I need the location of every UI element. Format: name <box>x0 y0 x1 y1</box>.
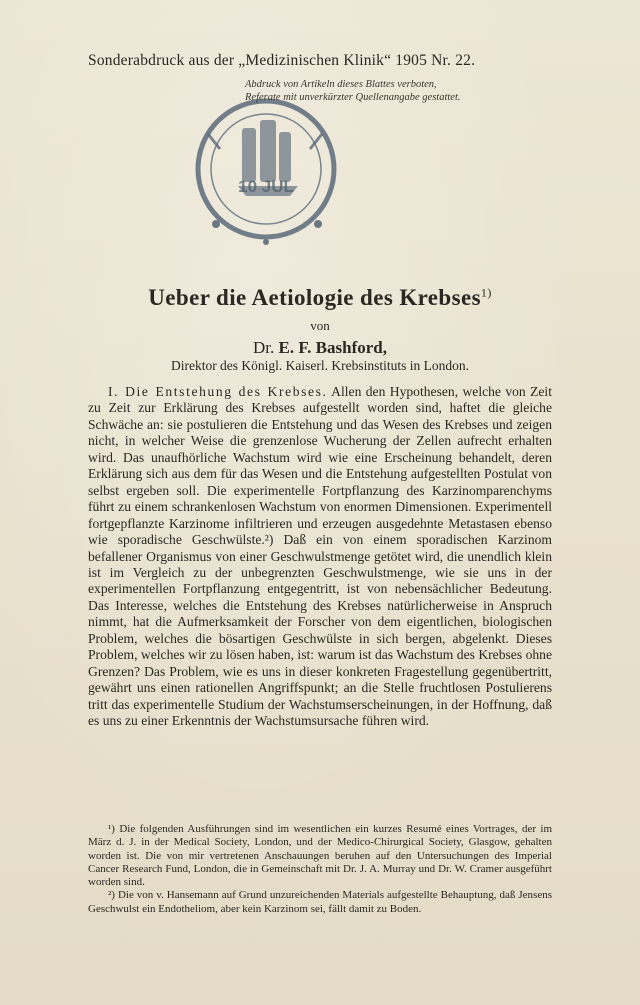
library-stamp <box>190 74 530 264</box>
author-affiliation: Direktor des Königl. Kaiserl. Krebsinstituts in London. <box>170 358 470 373</box>
byline-von: von <box>310 318 330 333</box>
body-text: Allen den Hypothesen, welche von Zeit zu Zeit zur Erklärung des Krebses aufgestellt worden sind, haftet die gleiche Schwäche an: sie postulieren die Entstehung und das Wesen des Krebses und zeigen nicht, in welcher Weise die grenzenlose Wucherung der Zellen aufrecht erhalten wird. Das unaufhörliche Wachstum wird wie eine Erscheinung behandelt, deren Erklärung sich aus dem für das Wesen und die Entstehung aufgestellten Postulat von selbst ergeben soll. Die experimentelle Fortpflanzung des Karzinomparenchyms führt zu einem schrankenlosen Wachstum von enormen Dimensionen. Experimentell fortgepflanzte Karzinome infiltrieren und erzeugen ausgedehnte Metastasen ebenso wie sporadische Geschwülste.²) Daß ein von einem sporadischen Karzinom befallener Organismus von einer Geschwulstmenge getötet wird, die unendlich klein ist im Vergleich zu der unbegrenzten Geschwulstmenge, wie sie uns in der experimentellen Fortpflanzung entgegentritt, ist von nebensächlicher Bedeutung. Das Interesse, welches die Entstehung des Krebses natürlicherweise in Anspruch nimmt, hat die Aufmerksamkeit der Forscher von dem eigentlichen, biologischen Problem, welches die bösartigen Geschwülste in sich bergen, abgelenkt. Dieses Problem, welches wir zu lösen haben, ist: warum ist das Wachstum des Krebses ohne Grenzen? Das Problem, wie es uns in dieser konkreten Fragestellung gegenübertritt, gewährt uns einen rationellen Angriffspunkt; an die Stelle fruchtlosen Postulierens tritt das experimentelle Studium der Wachstumserscheinungen, in der Hoffnung, daß es uns zu einer Erkenntnis der Wachstumsursache führen wird. <box>88 384 552 729</box>
author-prefix: Dr. <box>253 338 275 357</box>
author-name: E. F. Bashford, <box>278 338 387 357</box>
footnotes <box>88 823 552 916</box>
title-footnote-marker: 1) <box>480 285 492 300</box>
section-heading: I. Die Entstehung des Krebses. <box>108 384 328 399</box>
body-paragraph <box>88 384 552 730</box>
footnote-2: ²) Die von v. Hansemann auf Grund unzureichenden Materials aufgestellte Behauptung, daß Jensens Geschwulst ein Endotheliom, aber kein Karzinom sei, fällt damit zu Boden. <box>88 889 552 915</box>
author-line <box>0 338 640 358</box>
article-title-text: Ueber die Aetiologie des Krebses <box>148 285 481 310</box>
article-title <box>0 285 640 311</box>
running-head: Sonderabdruck aus der „Medizinischen Klinik“ 1905 Nr. 22. <box>88 52 476 69</box>
footnote-1: ¹) Die folgenden Ausführungen sind im wesentlichen ein kurzes Resumé eines Vortrages, der im März d. J. in der Medical Society, London, und der Medico-Chirurgical Society, Glasgow, gehalten worden ist. Die von mir vertretenen Anschauungen beruhen auf den Untersuchungen des Imperial Cancer Research Fund, London, die in Gemeinschaft mit Dr. J. A. Murray und Dr. W. Cramer ausgeführt worden sind. <box>88 823 552 889</box>
reprint-notice-line-1: Abdruck von Artikeln dieses Blattes verboten, <box>245 79 437 90</box>
reprint-notice-line-2: Referate mit unverkürzter Quellenangabe gestattet. <box>245 92 461 103</box>
stamp-date-text: 10 JUL <box>238 177 294 196</box>
reprint-notice <box>245 78 535 104</box>
